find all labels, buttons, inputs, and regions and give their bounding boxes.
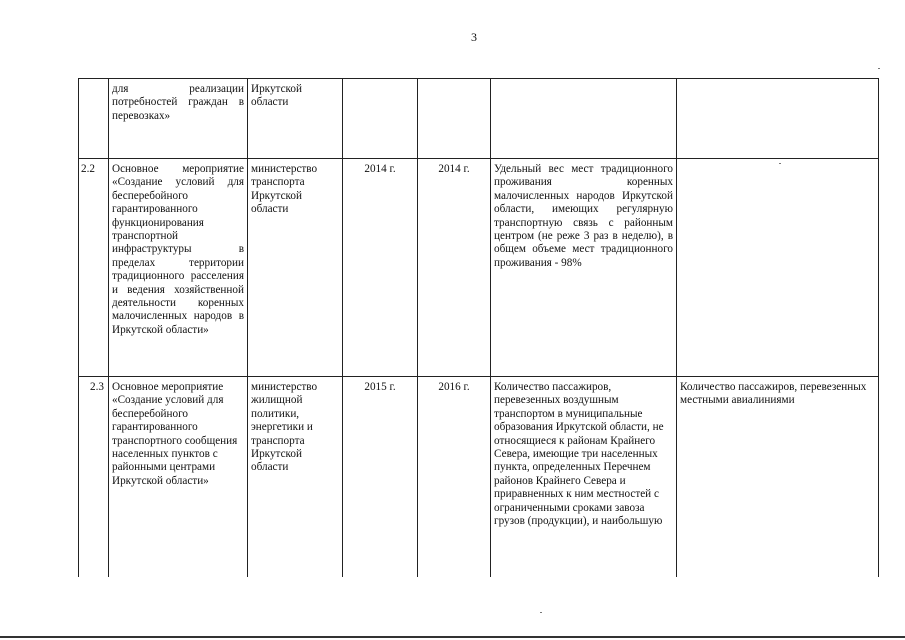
- row-number-cell: 2.3: [79, 377, 109, 577]
- result-cell: [677, 79, 879, 159]
- page-number: 3: [471, 30, 477, 44]
- executor-cell: Иркутской области: [248, 79, 343, 159]
- event-name-cell: Основное мероприятие «Создание условий для бесперебойного гарантированного транспортного сообщения населенных пунктов с районными центрами Иркутской области»: [109, 377, 248, 577]
- executor-cell: министерство жилищной политики, энергетики и транспорта Иркутской области: [248, 377, 343, 577]
- scan-speck: [540, 612, 542, 613]
- scan-speck: [878, 68, 880, 69]
- indicator-cell: Количество пассажиров, перевезенных воздушным транспортом в муниципальные образования Иркутской области, не относящиеся к районам Крайнего Севера, имеющие три населенных пункта, определенных Перечнем районов Крайнего Севера и приравненных к ним местностей с ограниченными сроками завоза грузов (продукции), и наибольшую: [491, 377, 677, 577]
- start-year-cell: 2015 г.: [343, 377, 418, 577]
- executor-cell: министерство транспорта Иркутской области: [248, 159, 343, 377]
- end-year-cell: 2016 г.: [418, 377, 491, 577]
- row-number-cell: [79, 79, 109, 159]
- indicator-cell: [491, 79, 677, 159]
- program-events-table: [78, 78, 879, 577]
- result-cell: Количество пассажиров, перевезенных местными авиалиниями: [677, 377, 879, 577]
- page-bottom-edge: [0, 636, 905, 638]
- table-row: [79, 159, 879, 377]
- row-number-cell: 2.2: [79, 159, 109, 377]
- end-year-cell: 2014 г.: [418, 159, 491, 377]
- result-cell: [677, 159, 879, 377]
- start-year-cell: [343, 79, 418, 159]
- start-year-cell: 2014 г.: [343, 159, 418, 377]
- end-year-cell: [418, 79, 491, 159]
- table-row: [79, 79, 879, 159]
- table-row: [79, 377, 879, 577]
- event-name-cell: Основное мероприятие «Создание условий для бесперебойного гарантированного функционирования транспортной инфраструктуры в пределах территории традиционного расселения и ведения хозяйственной деятельности коренных малочисленных народов в Иркутской области»: [109, 159, 248, 377]
- indicator-cell: Удельный вес мест традиционного проживания коренных малочисленных народов Иркутской области, имеющих регулярную транспортную связь с районным центром (не реже 3 раз в неделю), в общем объеме мест традиционного проживания - 98%: [491, 159, 677, 377]
- scan-speck: [779, 163, 781, 164]
- event-name-cell: для реализации потребностей граждан в перевозках»: [109, 79, 248, 159]
